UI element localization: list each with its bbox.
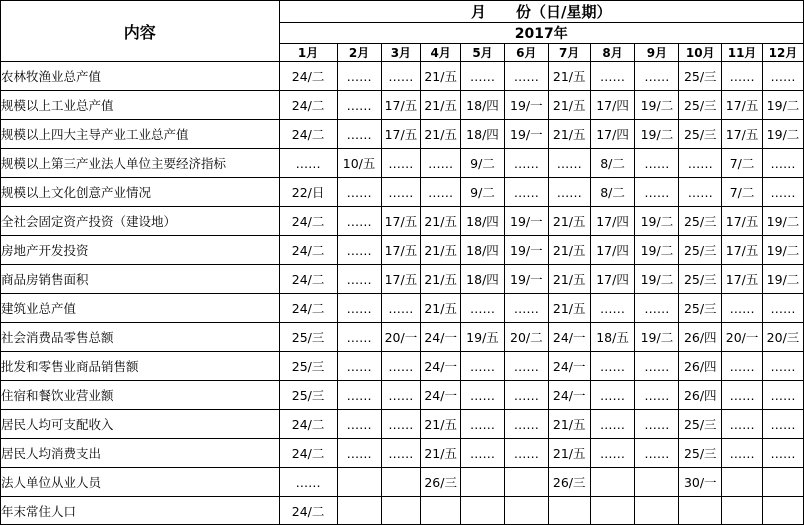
date-cell: 9/二 — [461, 149, 505, 178]
date-cell: …… — [635, 62, 679, 91]
date-cell: …… — [461, 294, 505, 323]
row-label: 规模以上工业总产值 — [1, 91, 280, 120]
date-cell: 24/二 — [279, 120, 337, 149]
date-cell: …… — [337, 323, 381, 352]
date-cell: …… — [679, 149, 722, 178]
date-cell: 19/二 — [762, 236, 803, 265]
date-cell: …… — [337, 91, 381, 120]
date-cell: …… — [337, 236, 381, 265]
date-cell: 25/三 — [679, 62, 722, 91]
table-row — [1, 497, 804, 525]
row-label: 居民人均可支配收入 — [1, 410, 280, 439]
month-header: 9月 — [635, 44, 679, 62]
date-cell: …… — [381, 381, 421, 410]
date-cell: 26/三 — [421, 468, 461, 497]
date-cell: 19/二 — [762, 120, 803, 149]
date-cell: 25/三 — [679, 236, 722, 265]
date-cell: 25/三 — [679, 265, 722, 294]
month-header: 5月 — [461, 44, 505, 62]
date-cell — [548, 497, 590, 525]
date-cell: …… — [590, 352, 635, 381]
table-row — [1, 62, 804, 91]
date-cell: 19/一 — [504, 207, 548, 236]
date-cell: …… — [590, 439, 635, 468]
date-cell: …… — [504, 178, 548, 207]
date-cell — [762, 497, 803, 525]
date-cell: 20/一 — [722, 323, 763, 352]
date-cell: …… — [504, 149, 548, 178]
date-cell: 18/四 — [461, 120, 505, 149]
date-cell: 7/二 — [722, 178, 763, 207]
date-cell — [679, 497, 722, 525]
date-cell: …… — [635, 149, 679, 178]
date-cell — [590, 497, 635, 525]
date-cell: …… — [762, 62, 803, 91]
date-cell: …… — [722, 381, 763, 410]
date-cell: 24/一 — [548, 381, 590, 410]
table-row — [1, 265, 804, 294]
row-label: 建筑业总产值 — [1, 294, 280, 323]
date-cell — [504, 497, 548, 525]
date-cell — [461, 468, 505, 497]
date-cell: …… — [762, 381, 803, 410]
date-cell: 24/二 — [279, 439, 337, 468]
date-cell: …… — [461, 439, 505, 468]
date-cell: 24/二 — [279, 410, 337, 439]
date-cell: 24/二 — [279, 265, 337, 294]
date-cell: 17/四 — [590, 120, 635, 149]
date-cell: 19/一 — [504, 91, 548, 120]
date-cell: …… — [635, 381, 679, 410]
period-header: 月 份（日/星期） — [279, 1, 804, 23]
date-cell: 20/二 — [504, 323, 548, 352]
date-cell: …… — [337, 352, 381, 381]
date-cell: 19/二 — [635, 91, 679, 120]
table-row — [1, 381, 804, 410]
date-cell: …… — [504, 381, 548, 410]
date-cell: 24/二 — [279, 236, 337, 265]
date-cell: …… — [762, 439, 803, 468]
date-cell: …… — [635, 352, 679, 381]
date-cell: 26/四 — [679, 323, 722, 352]
date-cell: 17/五 — [381, 207, 421, 236]
date-cell — [504, 468, 548, 497]
date-cell: …… — [548, 149, 590, 178]
year-header: 2017年 — [279, 23, 804, 44]
month-header: 7月 — [548, 44, 590, 62]
date-cell: 19/二 — [762, 265, 803, 294]
date-cell — [381, 468, 421, 497]
date-cell: …… — [461, 62, 505, 91]
date-cell — [635, 497, 679, 525]
date-cell: …… — [762, 149, 803, 178]
date-cell: …… — [337, 294, 381, 323]
month-header: 6月 — [504, 44, 548, 62]
date-cell: 25/三 — [679, 207, 722, 236]
date-cell: 21/五 — [548, 236, 590, 265]
date-cell: 30/一 — [679, 468, 722, 497]
date-cell: 19/一 — [504, 120, 548, 149]
table-row — [1, 120, 804, 149]
table-row — [1, 149, 804, 178]
date-cell: 17/五 — [381, 120, 421, 149]
row-label: 居民人均消费支出 — [1, 439, 280, 468]
date-cell: 24/二 — [279, 294, 337, 323]
date-cell: …… — [381, 149, 421, 178]
date-cell: …… — [337, 178, 381, 207]
date-cell — [590, 468, 635, 497]
date-cell: 21/五 — [548, 91, 590, 120]
row-label: 规模以上文化创意产业情况 — [1, 178, 280, 207]
date-cell: 25/三 — [279, 323, 337, 352]
content-column-header: 内容 — [1, 1, 280, 62]
date-cell: …… — [635, 439, 679, 468]
date-cell: 24/一 — [421, 352, 461, 381]
date-cell: 25/三 — [679, 410, 722, 439]
date-cell: 21/五 — [548, 265, 590, 294]
date-cell: 25/三 — [679, 91, 722, 120]
date-cell: …… — [337, 62, 381, 91]
date-cell: …… — [635, 294, 679, 323]
date-cell: 17/五 — [722, 236, 763, 265]
date-cell: 21/五 — [548, 62, 590, 91]
date-cell: 21/五 — [421, 294, 461, 323]
month-header: 11月 — [722, 44, 763, 62]
date-cell: 17/四 — [590, 91, 635, 120]
date-cell: 8/二 — [590, 149, 635, 178]
row-label: 年末常住人口 — [1, 497, 280, 525]
date-cell: 21/五 — [421, 91, 461, 120]
date-cell: …… — [722, 410, 763, 439]
date-cell: 9/二 — [461, 178, 505, 207]
date-cell: 21/五 — [421, 120, 461, 149]
date-cell: 17/四 — [590, 236, 635, 265]
row-label: 批发和零售业商品销售额 — [1, 352, 280, 381]
date-cell: …… — [548, 178, 590, 207]
date-cell — [722, 497, 763, 525]
date-cell: …… — [762, 294, 803, 323]
date-cell: 20/三 — [762, 323, 803, 352]
date-cell — [337, 468, 381, 497]
date-cell: 24/一 — [421, 323, 461, 352]
date-cell: 19/二 — [635, 120, 679, 149]
date-cell: 20/一 — [381, 323, 421, 352]
date-cell: 21/五 — [548, 120, 590, 149]
date-cell: …… — [590, 410, 635, 439]
row-label: 房地产开发投资 — [1, 236, 280, 265]
date-cell: 7/二 — [722, 149, 763, 178]
date-cell: …… — [337, 265, 381, 294]
date-cell: 17/四 — [590, 207, 635, 236]
date-cell: …… — [504, 294, 548, 323]
date-cell: …… — [381, 178, 421, 207]
date-cell: 21/五 — [421, 236, 461, 265]
month-header: 1月 — [279, 44, 337, 62]
date-cell: 19/一 — [504, 265, 548, 294]
date-cell: 17/五 — [722, 207, 763, 236]
date-cell: …… — [337, 381, 381, 410]
date-cell: …… — [590, 294, 635, 323]
date-cell: …… — [381, 352, 421, 381]
date-cell: 24/一 — [548, 323, 590, 352]
date-cell: 19/二 — [635, 323, 679, 352]
date-cell: …… — [337, 439, 381, 468]
date-cell: 21/五 — [548, 207, 590, 236]
date-cell: 17/五 — [381, 265, 421, 294]
date-cell: …… — [762, 178, 803, 207]
date-cell: …… — [504, 410, 548, 439]
date-cell: 25/三 — [679, 439, 722, 468]
date-cell: 18/四 — [461, 265, 505, 294]
date-cell: 21/五 — [421, 62, 461, 91]
date-cell — [722, 468, 763, 497]
date-cell: 25/三 — [279, 352, 337, 381]
date-cell: …… — [461, 352, 505, 381]
month-header: 2月 — [337, 44, 381, 62]
date-cell: …… — [461, 381, 505, 410]
row-label: 规模以上第三产业法人单位主要经济指标 — [1, 149, 280, 178]
date-cell: 19/五 — [461, 323, 505, 352]
date-cell: …… — [590, 381, 635, 410]
table-row — [1, 236, 804, 265]
date-cell: …… — [504, 352, 548, 381]
date-cell: 21/五 — [548, 410, 590, 439]
date-cell: …… — [279, 468, 337, 497]
date-cell: 21/五 — [421, 439, 461, 468]
date-cell: …… — [762, 352, 803, 381]
month-header: 3月 — [381, 44, 421, 62]
date-cell: 18/四 — [461, 236, 505, 265]
date-cell — [762, 468, 803, 497]
month-header: 8月 — [590, 44, 635, 62]
row-label: 法人单位从业人员 — [1, 468, 280, 497]
date-cell: …… — [722, 62, 763, 91]
date-cell — [337, 497, 381, 525]
row-label: 全社会固定资产投资（建设地） — [1, 207, 280, 236]
table-row — [1, 207, 804, 236]
date-cell: …… — [762, 410, 803, 439]
table-row — [1, 323, 804, 352]
date-cell: 25/三 — [679, 120, 722, 149]
row-label: 社会消费品零售总额 — [1, 323, 280, 352]
table-row — [1, 294, 804, 323]
date-cell: …… — [381, 439, 421, 468]
date-cell: 24/一 — [421, 381, 461, 410]
date-cell: 24/二 — [279, 91, 337, 120]
month-header: 10月 — [679, 44, 722, 62]
date-cell: 19/二 — [635, 236, 679, 265]
date-cell: 21/五 — [421, 207, 461, 236]
row-label: 住宿和餐饮业营业额 — [1, 381, 280, 410]
date-cell: …… — [722, 352, 763, 381]
table-row — [1, 352, 804, 381]
month-header: 4月 — [421, 44, 461, 62]
date-cell: 19/一 — [504, 236, 548, 265]
date-cell: …… — [337, 410, 381, 439]
date-cell: 24/二 — [279, 62, 337, 91]
date-cell: …… — [337, 120, 381, 149]
date-cell: 21/五 — [421, 410, 461, 439]
date-cell: 25/三 — [279, 381, 337, 410]
date-cell: 18/四 — [461, 91, 505, 120]
date-cell: …… — [381, 410, 421, 439]
table-row — [1, 410, 804, 439]
date-cell: 17/五 — [722, 91, 763, 120]
date-cell: …… — [381, 294, 421, 323]
date-cell: 26/四 — [679, 381, 722, 410]
table-row — [1, 178, 804, 207]
date-cell — [381, 497, 421, 525]
date-cell — [635, 468, 679, 497]
date-cell: 24/一 — [548, 352, 590, 381]
date-cell: 17/五 — [722, 120, 763, 149]
date-cell: …… — [421, 149, 461, 178]
row-label: 农林牧渔业总产值 — [1, 62, 280, 91]
date-cell: …… — [679, 178, 722, 207]
date-cell: …… — [635, 178, 679, 207]
row-label: 规模以上四大主导产业工业总产值 — [1, 120, 280, 149]
date-cell: …… — [421, 178, 461, 207]
date-cell: …… — [590, 62, 635, 91]
table-row — [1, 439, 804, 468]
date-cell: 19/二 — [635, 207, 679, 236]
date-cell: …… — [722, 294, 763, 323]
date-cell: 17/五 — [381, 91, 421, 120]
date-cell: …… — [381, 62, 421, 91]
date-cell: 22/日 — [279, 178, 337, 207]
date-cell: 24/二 — [279, 207, 337, 236]
date-cell: 21/五 — [548, 294, 590, 323]
date-cell: 19/二 — [762, 207, 803, 236]
date-cell — [421, 497, 461, 525]
date-cell: …… — [461, 410, 505, 439]
date-cell: 19/二 — [762, 91, 803, 120]
date-cell: 21/五 — [421, 265, 461, 294]
date-cell: 18/五 — [590, 323, 635, 352]
date-cell: 19/二 — [635, 265, 679, 294]
date-cell: 25/三 — [679, 294, 722, 323]
date-cell: 21/五 — [548, 439, 590, 468]
date-cell: …… — [635, 410, 679, 439]
date-cell: 26/四 — [679, 352, 722, 381]
date-cell: 17/五 — [381, 236, 421, 265]
date-cell: …… — [722, 439, 763, 468]
date-cell: …… — [279, 149, 337, 178]
date-cell: 8/二 — [590, 178, 635, 207]
table-body — [1, 62, 804, 525]
date-cell: 18/四 — [461, 207, 505, 236]
date-cell: …… — [504, 62, 548, 91]
row-label: 商品房销售面积 — [1, 265, 280, 294]
date-cell — [461, 497, 505, 525]
date-cell: 17/五 — [722, 265, 763, 294]
date-cell: 17/四 — [590, 265, 635, 294]
date-cell: 24/二 — [279, 497, 337, 525]
date-cell: 26/三 — [548, 468, 590, 497]
month-header: 12月 — [762, 44, 803, 62]
date-cell: …… — [504, 439, 548, 468]
table-row — [1, 91, 804, 120]
date-cell: …… — [337, 207, 381, 236]
table-row — [1, 468, 804, 497]
date-cell: 10/五 — [337, 149, 381, 178]
